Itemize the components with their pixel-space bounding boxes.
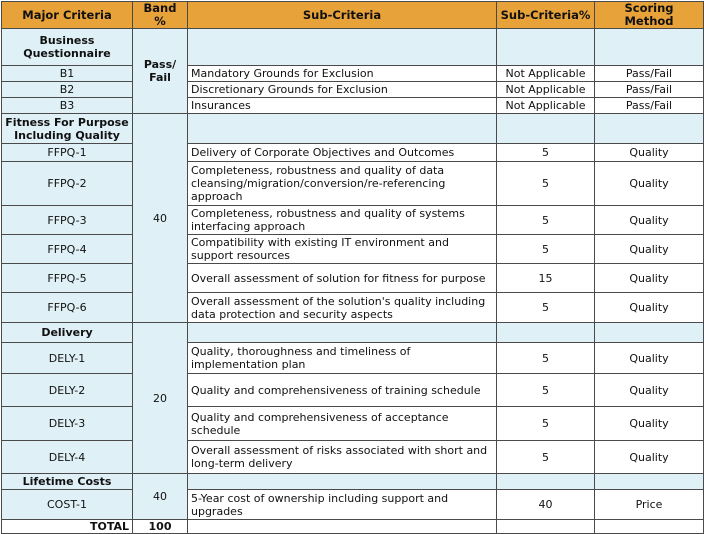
row-sub-criteria-pct: 5 xyxy=(497,293,595,323)
total-label: TOTAL xyxy=(2,520,133,534)
section-row-fitness xyxy=(2,114,704,144)
table-row xyxy=(2,407,704,441)
row-sub-criteria: Compatibility with existing IT environment and support resources xyxy=(188,235,497,264)
row-sub-criteria: Completeness, robustness and quality of data cleansing/migration/conversion/re-referencing approach xyxy=(188,162,497,206)
row-scoring-method: Quality xyxy=(595,162,704,206)
section-row-business xyxy=(2,29,704,66)
section-row-lifetime xyxy=(2,474,704,490)
table-row xyxy=(2,490,704,520)
row-sub-criteria: Overall assessment of the solution's quality including data protection and security aspects xyxy=(188,293,497,323)
row-sub-criteria-pct: Not Applicable xyxy=(497,98,595,114)
row-sub-criteria: Delivery of Corporate Objectives and Outcomes xyxy=(188,144,497,162)
header-band: Band % xyxy=(133,2,188,29)
row-sub-criteria-pct: Not Applicable xyxy=(497,82,595,98)
row-sub-criteria-pct: 15 xyxy=(497,264,595,293)
row-id: FFPQ-6 xyxy=(2,293,133,323)
row-id: FFPQ-2 xyxy=(2,162,133,206)
row-sub-criteria-pct: 5 xyxy=(497,407,595,441)
table-row xyxy=(2,374,704,407)
band-fitness: 40 xyxy=(133,114,188,323)
row-scoring-method: Quality xyxy=(595,235,704,264)
table-row xyxy=(2,264,704,293)
table-row xyxy=(2,98,704,114)
row-id: B1 xyxy=(2,66,133,82)
table-row xyxy=(2,441,704,474)
row-sub-criteria: Completeness, robustness and quality of systems interfacing approach xyxy=(188,206,497,235)
row-scoring-method: Quality xyxy=(595,374,704,407)
row-scoring-method: Pass/Fail xyxy=(595,82,704,98)
row-sub-criteria: Mandatory Grounds for Exclusion xyxy=(188,66,497,82)
row-id: FFPQ-5 xyxy=(2,264,133,293)
row-scoring-method: Quality xyxy=(595,206,704,235)
criteria-table xyxy=(1,1,704,534)
header-major-criteria: Major Criteria xyxy=(2,2,133,29)
row-sub-criteria: Overall assessment of solution for fitness for purpose xyxy=(188,264,497,293)
row-sub-criteria: Discretionary Grounds for Exclusion xyxy=(188,82,497,98)
row-id: COST-1 xyxy=(2,490,133,520)
row-id: DELY-1 xyxy=(2,343,133,374)
row-scoring-method: Quality xyxy=(595,264,704,293)
header-scoring-method: Scoring Method xyxy=(595,2,704,29)
row-sub-criteria-pct: 5 xyxy=(497,374,595,407)
header-sub-criteria-pct: Sub-Criteria% xyxy=(497,2,595,29)
row-scoring-method: Pass/Fail xyxy=(595,98,704,114)
table-row xyxy=(2,206,704,235)
header-sub-criteria: Sub-Criteria xyxy=(188,2,497,29)
table-row xyxy=(2,82,704,98)
table-row xyxy=(2,144,704,162)
row-sub-criteria: Overall assessment of risks associated with short and long-term delivery xyxy=(188,441,497,474)
section-title-business: Business Questionnaire xyxy=(2,29,133,66)
row-id: FFPQ-3 xyxy=(2,206,133,235)
row-sub-criteria-pct: 5 xyxy=(497,206,595,235)
row-scoring-method: Quality xyxy=(595,343,704,374)
row-scoring-method: Price xyxy=(595,490,704,520)
table-row xyxy=(2,293,704,323)
band-delivery: 20 xyxy=(133,323,188,474)
row-scoring-method: Quality xyxy=(595,441,704,474)
row-sub-criteria-pct: 5 xyxy=(497,235,595,264)
row-sub-criteria-pct: 40 xyxy=(497,490,595,520)
row-id: FFPQ-1 xyxy=(2,144,133,162)
row-id: DELY-3 xyxy=(2,407,133,441)
row-id: DELY-2 xyxy=(2,374,133,407)
row-id: DELY-4 xyxy=(2,441,133,474)
row-sub-criteria: Quality, thoroughness and timeliness of implementation plan xyxy=(188,343,497,374)
table-row xyxy=(2,343,704,374)
section-title-delivery: Delivery xyxy=(2,323,133,343)
table-row xyxy=(2,162,704,206)
row-scoring-method: Quality xyxy=(595,293,704,323)
table-row xyxy=(2,235,704,264)
row-sub-criteria-pct: 5 xyxy=(497,343,595,374)
row-sub-criteria-pct: 5 xyxy=(497,144,595,162)
header-row xyxy=(2,2,704,29)
row-id: FFPQ-4 xyxy=(2,235,133,264)
total-value: 100 xyxy=(133,520,188,534)
row-scoring-method: Pass/Fail xyxy=(595,66,704,82)
section-title-fitness: Fitness For Purpose Including Quality xyxy=(2,114,133,144)
row-sub-criteria-pct: Not Applicable xyxy=(497,66,595,82)
row-sub-criteria: Quality and comprehensiveness of training schedule xyxy=(188,374,497,407)
row-id: B2 xyxy=(2,82,133,98)
section-row-delivery xyxy=(2,323,704,343)
total-row xyxy=(2,520,704,534)
band-business: Pass/ Fail xyxy=(133,29,188,114)
row-id: B3 xyxy=(2,98,133,114)
band-lifetime: 40 xyxy=(133,474,188,520)
row-sub-criteria: Insurances xyxy=(188,98,497,114)
row-sub-criteria: Quality and comprehensiveness of acceptance schedule xyxy=(188,407,497,441)
row-scoring-method: Quality xyxy=(595,407,704,441)
row-sub-criteria: 5-Year cost of ownership including support and upgrades xyxy=(188,490,497,520)
row-sub-criteria-pct: 5 xyxy=(497,441,595,474)
table-row xyxy=(2,66,704,82)
row-scoring-method: Quality xyxy=(595,144,704,162)
section-title-lifetime: Lifetime Costs xyxy=(2,474,133,490)
row-sub-criteria-pct: 5 xyxy=(497,162,595,206)
